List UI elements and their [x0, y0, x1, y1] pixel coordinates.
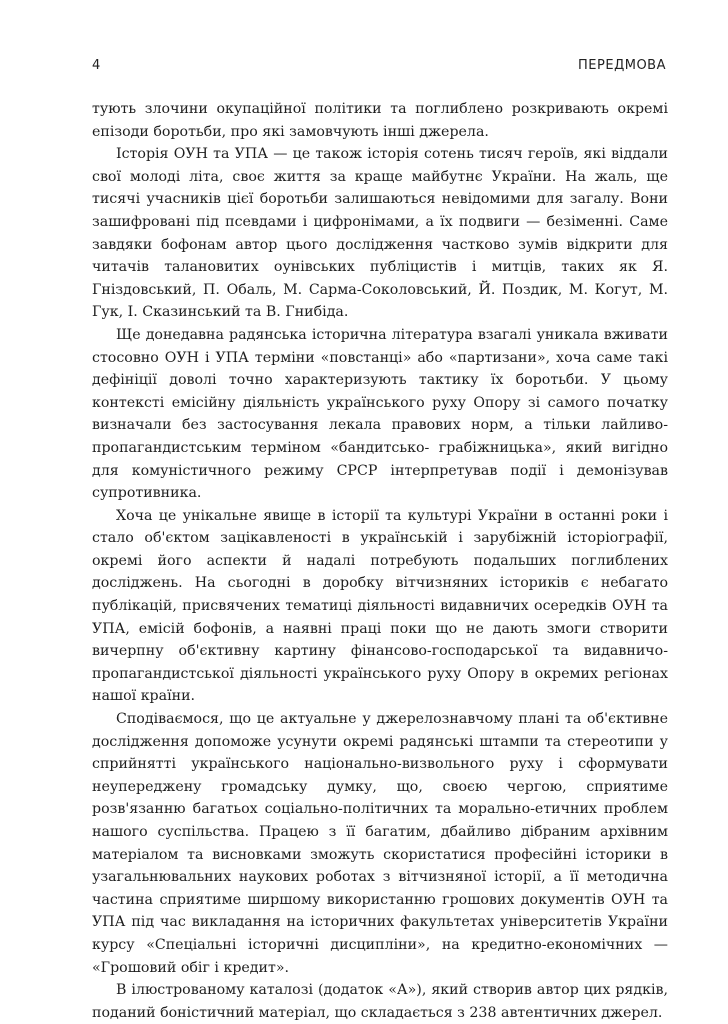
paragraph-catalog: В ілюстрованому каталозі (додаток «А»), який створив автор цих рядків, поданий боністичний матеріал, що складається з 238 автентичних джерел. — [92, 982, 668, 1021]
paragraph-continuation: тують злочини окупаційної політики та поглиблено розкривають окремі епізоди боротьби, про які замовчують інші джерела. — [92, 101, 668, 140]
body-text — [92, 98, 668, 1024]
paragraph-soviet-literature: Ще донедавна радянська історична література взагалі уникала вживати стосовно ОУН і УПА терміни «повстанці» або «партизани», хоча саме такі дефініції доволі точно характеризують тактику їх боротьби. У цьому контексті емісійну діяльність українського руху Опору зі самого початку визначали без застосування лекала правових норм, а тільки лайливо-пропагандистським терміном «бандитсько- грабіжницька», який вигідно для комуністичного режиму СРСР інтерпретував події і демонізував супротивника. — [92, 326, 668, 502]
page-header — [92, 58, 666, 80]
paragraph-expectations: Сподіваємося, що це актуальне у джерелознавчому плані та об'єктивне дослідження допоможе усунути окремі радянські штампи та стереотипи у сприйнятті українського національно-визвольного руху і сформувати неупереджену громадську думку, що, своєю чергою, сприятиме розв'язанню багатьох соціально-політичних та морально-етичних проблем нашого суспільства. Працею з її багатим, дбайливо дібраним архівним матеріалом та висновками зможуть скористатися професійні історики в узагальнювальних наукових роботах з вітчизняної історії, а її методична частина сприятиме ширшому використанню грошових документів ОУН та УПА під час викладання на історичних факультетах університетів України курсу «Спеціальні історичні дисципліни», на кредитно-економічних — «Грошовий обіг і кредит». — [92, 711, 668, 976]
section-title: ПЕРЕДМОВА — [578, 58, 666, 73]
paragraph-heroes: Історія ОУН та УПА — це також історія сотень тисяч героїв, які віддали свої молоді літа, своє життя за краще майбутнє України. На жаль, ще тисячі учасників цієї боротьби залишаються невідомими для загалу. Вони зашифровані під псевдами і цифронімами, а їх подвиги — безіменні. Саме завдяки бофонам автор цього дослідження частково зумів відкрити для читачів талановитих оунівських публіцистів і митців, таких як Я. Гніздовський, П. Обаль, М. Сарма-Соколовський, Й. Поздик, М. Когут, М. Гук, І. Сказинський та В. Гнибіда. — [92, 146, 668, 321]
paragraph-historiography: Хоча це унікальне явище в історії та культурі України в останні роки і стало об'єктом зацікавленості в українській і зарубіжній історіографії, окремі його аспекти й надалі потребують подальших поглиблених досліджень. На сьогодні в доробку вітчизняних істориків є небагато публікацій, присвячених тематиці діяльності видавничих осередків ОУН та УПА, емісій бофонів, а наявні праці поки що не дають змоги створити вичерпну об'єктивну картину фінансово-господарської та видавничо-пропагандистської діяльності українського руху Опору в окремих регіонах нашої країни. — [92, 507, 668, 705]
page-number: 4 — [92, 58, 101, 73]
